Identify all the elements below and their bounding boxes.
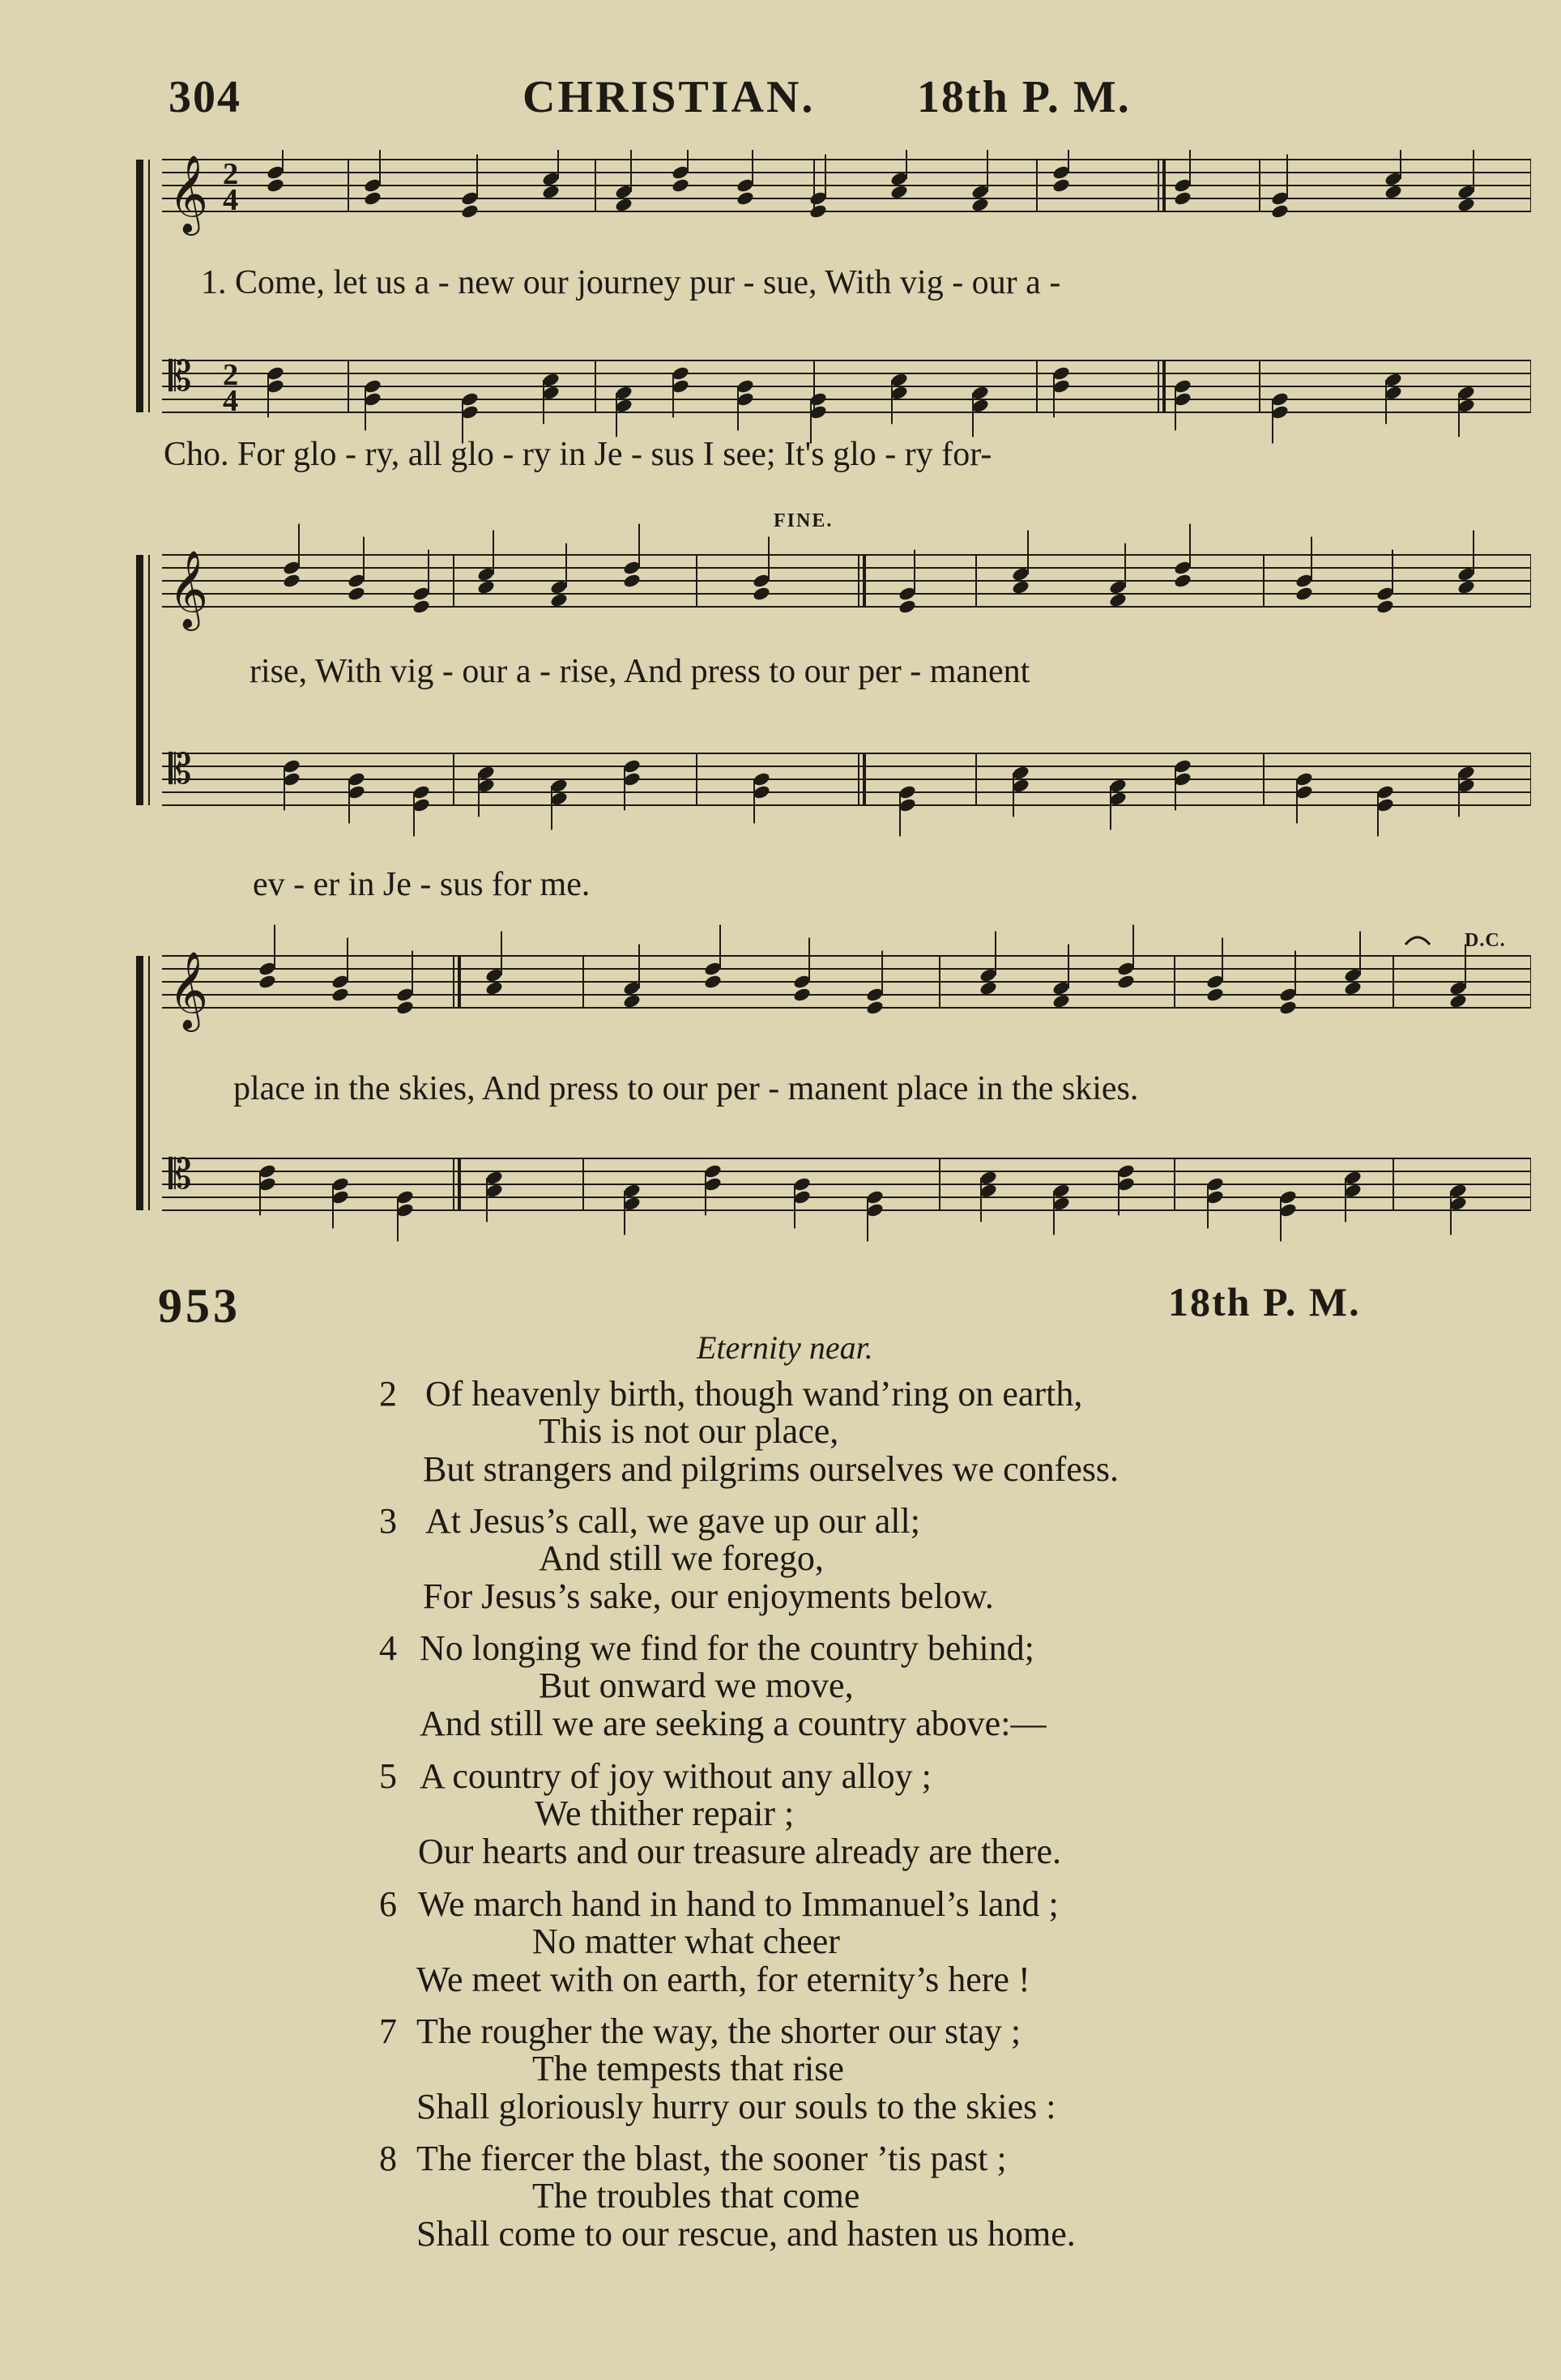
stanza-line: No matter what cheer [532,1921,840,1961]
note-head [331,987,350,1003]
note-head [1173,573,1192,589]
stanza-number: 5 [379,1756,397,1796]
note-head [736,190,755,207]
stanza-number: 4 [379,1628,397,1668]
stanza-line: We thither repair ; [535,1794,795,1833]
stanza-number: 6 [379,1884,397,1924]
note-head [671,177,690,194]
time-signature-bottom: 4 [223,183,239,217]
stanza-line: For Jesus’s sake, our enjoyments below. [423,1576,994,1616]
chorus-lyric-line-1: Cho. For glo - ry, all glo - ry in Je - sus I see; It's glo - ry for- [164,436,992,473]
note-head [1270,203,1290,220]
stanza-line: At Jesus’s call, we gave up our all; [425,1501,920,1541]
verse-lyric-line-3: place in the skies, And press to our per - manent place in the skies. [233,1070,1139,1107]
note-head [898,599,917,615]
time-signature-bottom: 4 [223,384,239,418]
note-head [865,1000,885,1016]
note-head [703,974,723,990]
fermata-icon [1405,937,1430,945]
stanza-number: 7 [379,2011,397,2051]
note-head [363,190,382,207]
note-head [395,1000,415,1016]
stanza-line: This is not our place, [539,1411,839,1451]
system-bracket [136,956,143,1210]
stanza-line: We march hand in hand to Immanuel’s land ; [418,1884,1059,1924]
note-head [622,573,642,589]
stanza-line: A country of joy without any alloy ; [420,1756,932,1796]
stanza-number: 3 [379,1501,397,1541]
hymn-number: 953 [158,1279,241,1333]
stanza-line: Our hearts and our treasure already are there. [418,1832,1062,1871]
note-head [347,586,366,602]
fine-marking: FINE. [774,510,834,531]
stanza-line: And still we forego, [539,1538,824,1578]
stanza-line: The fiercer the blast, the sooner ’tis past ; [416,2139,1007,2178]
note-head [266,177,285,194]
c-clef-icon: 𝄡 [168,352,192,401]
note-head [412,599,431,615]
stanza-line: The rougher the way, the shorter our stay ; [416,2011,1021,2051]
stanza-number: 2 [379,1374,397,1414]
stanza-line: We meet with on earth, for eternity’s here ! [416,1960,1030,1999]
note-head [1278,1000,1298,1016]
treble-clef-icon: 𝄞 [168,950,209,1029]
stanza-line: Of heavenly birth, though wand’ring on earth, [425,1374,1083,1414]
note-head [1116,974,1136,990]
running-head [0,71,1561,136]
tune-meter: 18th P. M. [917,72,1131,122]
stanza-line: Shall gloriously hurry our souls to the skies : [416,2087,1056,2126]
time-signature-top: 2 [223,358,239,392]
note-head [258,974,277,990]
note-head [1205,987,1225,1003]
note-head [1051,177,1071,194]
c-clef-icon: 𝄡 [168,1149,192,1199]
note-head [1375,599,1395,615]
verse-lyric-line-1: 1. Come, let us a - new our journey pur - sue, With vig - our a - [201,264,1061,301]
note-head [1173,190,1192,207]
stanza-line: No longing we find for the country behind; [420,1628,1034,1668]
hymn-subtitle: Eternity near. [697,1329,873,1366]
score-system-2 [130,510,1531,915]
chorus-lyric-line-2: ev - er in Je - sus for me. [253,866,591,903]
stanza-number: 8 [379,2139,397,2178]
note-head [460,203,480,220]
stanza-line: The troubles that come [532,2176,860,2216]
hymn-meter: 18th P. M. [1168,1279,1361,1324]
stanza-line: But onward we move, [539,1666,854,1705]
treble-clef-icon: 𝄞 [168,549,209,628]
music-system-1 [130,150,1531,490]
system-bracket [136,555,143,805]
note-head [282,573,301,589]
music-system-3 [130,923,1531,1264]
dc-marking: D.C. [1465,930,1506,951]
verse-lyric-line-2: rise, With vig - our a - rise, And press to our per - manent [250,653,1030,690]
note-head [1294,586,1314,602]
stanza-line: The tempests that rise [532,2049,844,2088]
note-head [792,987,812,1003]
note-head [752,586,771,602]
note-head [808,203,828,220]
time-signature-top: 2 [223,157,239,191]
stanza-line: And still we are seeking a country above:— [420,1704,1047,1743]
stanza-line: But strangers and pilgrims ourselves we confess. [423,1449,1120,1489]
page-number: 304 [168,72,241,122]
treble-clef-icon: 𝄞 [168,154,209,232]
tune-name: CHRISTIAN. [522,72,816,122]
music-system-2 [130,510,1531,915]
system-bracket [136,160,143,412]
c-clef-icon: 𝄡 [168,744,192,794]
stanza-line: Shall come to our rescue, and hasten us home. [416,2214,1076,2254]
